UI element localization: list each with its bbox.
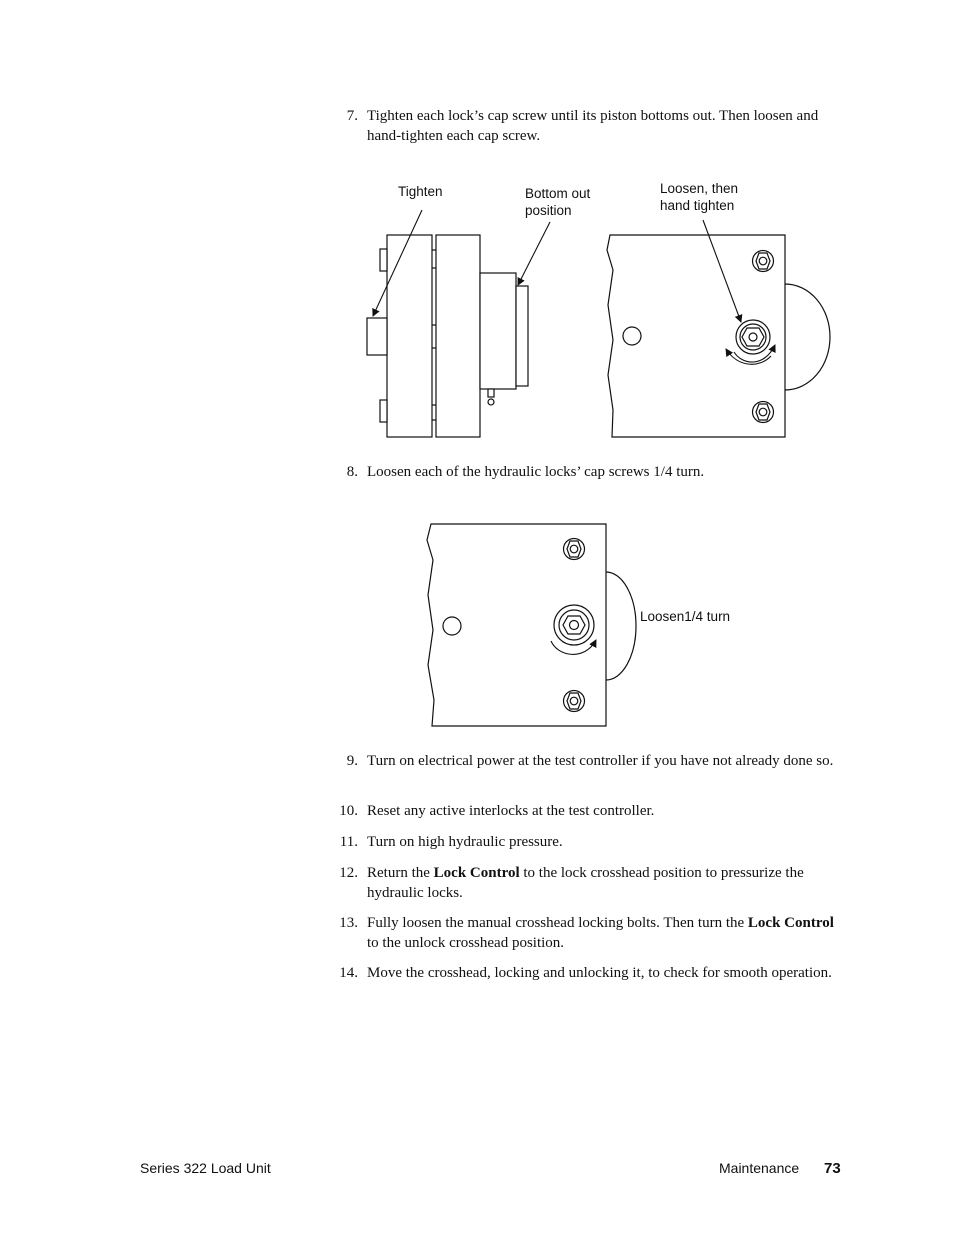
lock-front-view-2 (427, 524, 636, 726)
bottom-bolt-2-inner (570, 697, 578, 705)
footer-doc-title: Series 322 Load Unit (140, 1160, 271, 1176)
bottom-bolt-inner (759, 408, 767, 416)
step-number: 9. (346, 753, 358, 769)
side-hole (623, 327, 641, 345)
side-view-bottom-tab (380, 400, 387, 422)
front-view-2-half-round (606, 572, 636, 680)
bottom-out-leader (518, 222, 550, 285)
loosen-quarter-turn-label: Loosen1/4 turn (640, 609, 731, 624)
step-text-segment: Fully loosen the manual crosshead locking bolts. Then turn the (367, 915, 748, 931)
step-text-segment: Loosen each of the hydraulic locks’ cap screws 1/4 turn. (367, 464, 705, 480)
tighten-label: Tighten (398, 184, 443, 199)
step-number: 8. (346, 464, 358, 480)
step-number: 14. (339, 965, 358, 981)
step-text-segment: Tighten each lock’s cap screw until its piston bottoms out. Then loosen and hand-tighten each cap screw. (367, 108, 819, 144)
footer-section: Maintenance (719, 1160, 800, 1176)
loosen-label-line2: hand tighten (660, 198, 735, 213)
step-12 (330, 864, 850, 906)
lock-front-view (607, 235, 830, 437)
step-number: 12. (339, 865, 358, 881)
step-text (367, 864, 842, 903)
step-text-segment: Reset any active interlocks at the test controller. (367, 803, 655, 819)
step-text-segment: to the lock crosshead position to pressurize the hydraulic locks. (367, 865, 804, 901)
control-name: Lock Control (747, 915, 834, 931)
fitting (488, 389, 494, 397)
step-text-segment: Turn on high hydraulic pressure. (367, 834, 563, 850)
cap-screw-head (367, 318, 387, 355)
fitting-end (488, 399, 494, 405)
step-text (367, 802, 842, 822)
bottom-out-label-line2: position (525, 203, 572, 218)
step-text (367, 752, 842, 772)
side-view-top-tab (380, 249, 387, 271)
step-text-segment: Return the (367, 865, 434, 881)
piston-housing (480, 273, 516, 389)
cap-screw-2-hex (563, 616, 585, 634)
step-10 (330, 802, 850, 824)
step-9 (330, 752, 850, 794)
bottom-out-label-line1: Bottom out (525, 186, 591, 201)
step-8 (330, 463, 850, 485)
control-name: Lock Control (433, 865, 520, 881)
step-text (367, 914, 842, 953)
loosen-label-line1: Loosen, then (660, 181, 739, 196)
step-14 (330, 964, 850, 1006)
step-text-segment: to the unlock crosshead position. (367, 934, 565, 951)
lock-side-view (367, 235, 528, 437)
front-view-half-round (785, 284, 830, 390)
step-text-segment: Move the crosshead, locking and unlocking it, to check for smooth operation. (367, 965, 832, 981)
step-text-segment: Turn on electrical power at the test controller if you have not already done so. (367, 753, 834, 769)
side-view-right-plate (436, 235, 480, 437)
step-number: 13. (339, 915, 358, 931)
side-view-left-plate (387, 235, 432, 437)
top-bolt-2-inner (570, 545, 578, 553)
step-13 (330, 914, 850, 956)
step-11 (330, 833, 850, 855)
step-text (367, 964, 842, 984)
top-bolt-inner (759, 257, 767, 265)
step-number: 10. (339, 803, 358, 819)
step-text (367, 463, 842, 483)
step-number: 7. (346, 108, 358, 124)
step-text (367, 833, 842, 853)
page-number: 73 (824, 1160, 841, 1177)
cap-screw-hex (742, 328, 764, 346)
piston (516, 286, 528, 386)
side-hole-2 (443, 617, 461, 635)
step-number: 11. (339, 834, 358, 850)
